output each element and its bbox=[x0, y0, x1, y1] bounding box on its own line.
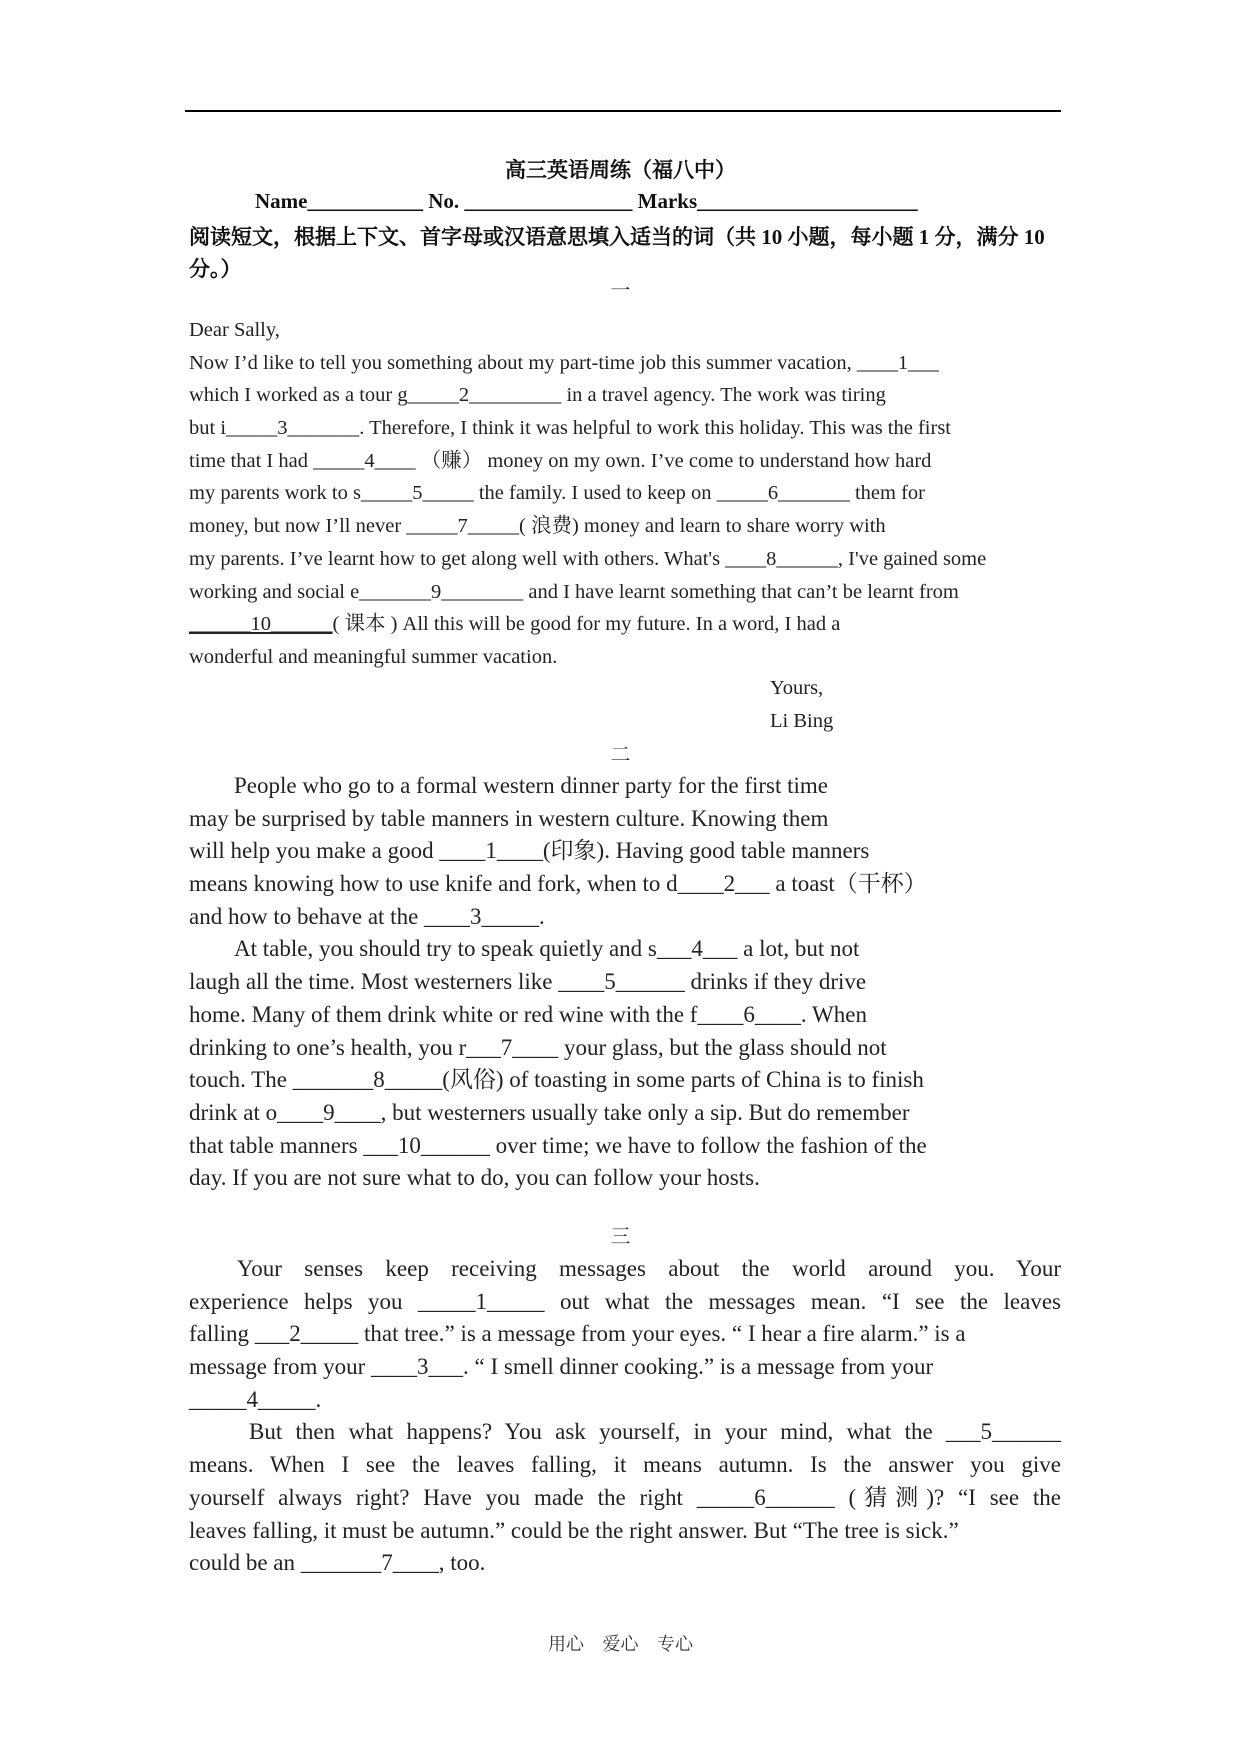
passage-line: means knowing how to use knife and fork, when to d____2___ a toast（干杯） bbox=[189, 871, 927, 897]
passage-line: falling ___2_____ that tree.” is a message from your eyes. “ I hear a fire alarm.” is a bbox=[189, 1321, 966, 1347]
letter-closing: Yours, bbox=[770, 677, 824, 699]
letter-line: but i_____3_______. Therefore, I think it was helpful to work this holiday. This was the first bbox=[189, 417, 952, 440]
passage-line: yourself always right? Have you made the right _____6______ (猜测)? “I see the bbox=[189, 1484, 1061, 1510]
letter-line: wonderful and meaningful summer vacation. bbox=[189, 645, 558, 668]
passage-line: may be surprised by table manners in western culture. Knowing them bbox=[189, 805, 829, 831]
letter-line bbox=[189, 608, 1069, 641]
passage-line: Your senses keep receiving messages about the world around you. Your bbox=[237, 1256, 1061, 1281]
passage-line: leaves falling, it must be autumn.” could be the right answer. But “The tree is sick.” bbox=[189, 1517, 959, 1543]
letter-line: time that I had _____4____ （赚） money on my own. I’ve come to understand how hard bbox=[189, 449, 932, 472]
page-footer: 用心 爱心 专心 bbox=[548, 1634, 693, 1654]
letter-line: which I worked as a tour g_____2_________ in a travel agency. The work was tiring bbox=[189, 384, 886, 407]
passage-line: drink at o____9____, but westerners usually take only a sip. But do remember bbox=[189, 1099, 910, 1125]
letter-line: my parents work to s_____5_____ the family. I used to keep on _____6_______ them for bbox=[189, 482, 925, 505]
letter-line: money, but now I’ll never _____7_____( 浪费) money and learn to share worry with bbox=[189, 515, 886, 538]
passage-line: laugh all the time. Most westerners like ____5______ drinks if they drive bbox=[189, 969, 867, 995]
passage-line: touch. The _______8_____(风俗) of toasting in some parts of China is to finish bbox=[189, 1067, 924, 1093]
section-1-marker: 一 bbox=[610, 280, 631, 302]
letter-signature: Li Bing bbox=[770, 710, 834, 732]
letter-line: my parents. I’ve learnt how to get along well with others. What's ____8______, I've gained some bbox=[189, 547, 987, 570]
letter-line: working and social e_______9________ and I have learnt something that can’t be learnt from bbox=[189, 580, 959, 603]
passage-line: experience helps you _____1_____ out what the messages mean. “I see the leaves bbox=[189, 1288, 1061, 1314]
passage-line: means. When I see the leaves falling, it means autumn. Is the answer you give bbox=[189, 1452, 1061, 1478]
page-title: 高三英语周练（福八中） bbox=[505, 158, 736, 182]
section-3-passage bbox=[189, 1253, 1061, 1580]
passage-line: People who go to a formal western dinner party for the first time bbox=[234, 773, 829, 798]
passage-line: and how to behave at the ____3_____. bbox=[189, 903, 545, 929]
letter-line: Now I’d like to tell you something about my part-time job this summer vacation, ____1___ bbox=[189, 351, 939, 374]
section-2-passage bbox=[189, 770, 1069, 1195]
passage-line: At table, you should try to speak quietly and s___4___ a lot, but not bbox=[234, 936, 860, 962]
section-3-marker: 三 bbox=[610, 1226, 631, 1248]
top-rule bbox=[185, 110, 1061, 112]
passage-line: home. Many of them drink white or red wine with the f____6____. When bbox=[189, 1001, 867, 1027]
blank-10: ______10______ bbox=[189, 613, 333, 636]
passage-line: will help you make a good ____1____(印象). Having good table manners bbox=[189, 838, 870, 864]
passage-line: that table manners ___10______ over time; we have to follow the fashion of the bbox=[189, 1132, 927, 1158]
passage-line: _____4_____. bbox=[189, 1386, 322, 1412]
letter-line-rest: ( 课本 ) All this will be good for my future. In a word, I had a bbox=[332, 613, 841, 636]
passage-line: But then what happens? You ask yourself, in your mind, what the ___5______ bbox=[249, 1419, 1061, 1445]
passage-line: could be an _______7____, too. bbox=[189, 1550, 486, 1576]
student-info-line: Name___________ No. ________________ Marks_____________________ bbox=[255, 189, 918, 213]
section-2-marker: 二 bbox=[610, 744, 631, 766]
passage-line: drinking to one’s health, you r___7____ your glass, but the glass should not bbox=[189, 1034, 887, 1060]
passage-line: day. If you are not sure what to do, you can follow your hosts. bbox=[189, 1165, 760, 1191]
letter-greeting: Dear Sally, bbox=[189, 319, 280, 341]
section-1-letter bbox=[189, 314, 1069, 674]
passage-line: message from your ____3___. “ I smell dinner cooking.” is a message from your bbox=[189, 1354, 934, 1380]
instructions: 阅读短文，根据上下文、首字母或汉语意思填入适当的词（共 10 小题，每小题 1 分，满分 10 分。） bbox=[189, 225, 1045, 281]
